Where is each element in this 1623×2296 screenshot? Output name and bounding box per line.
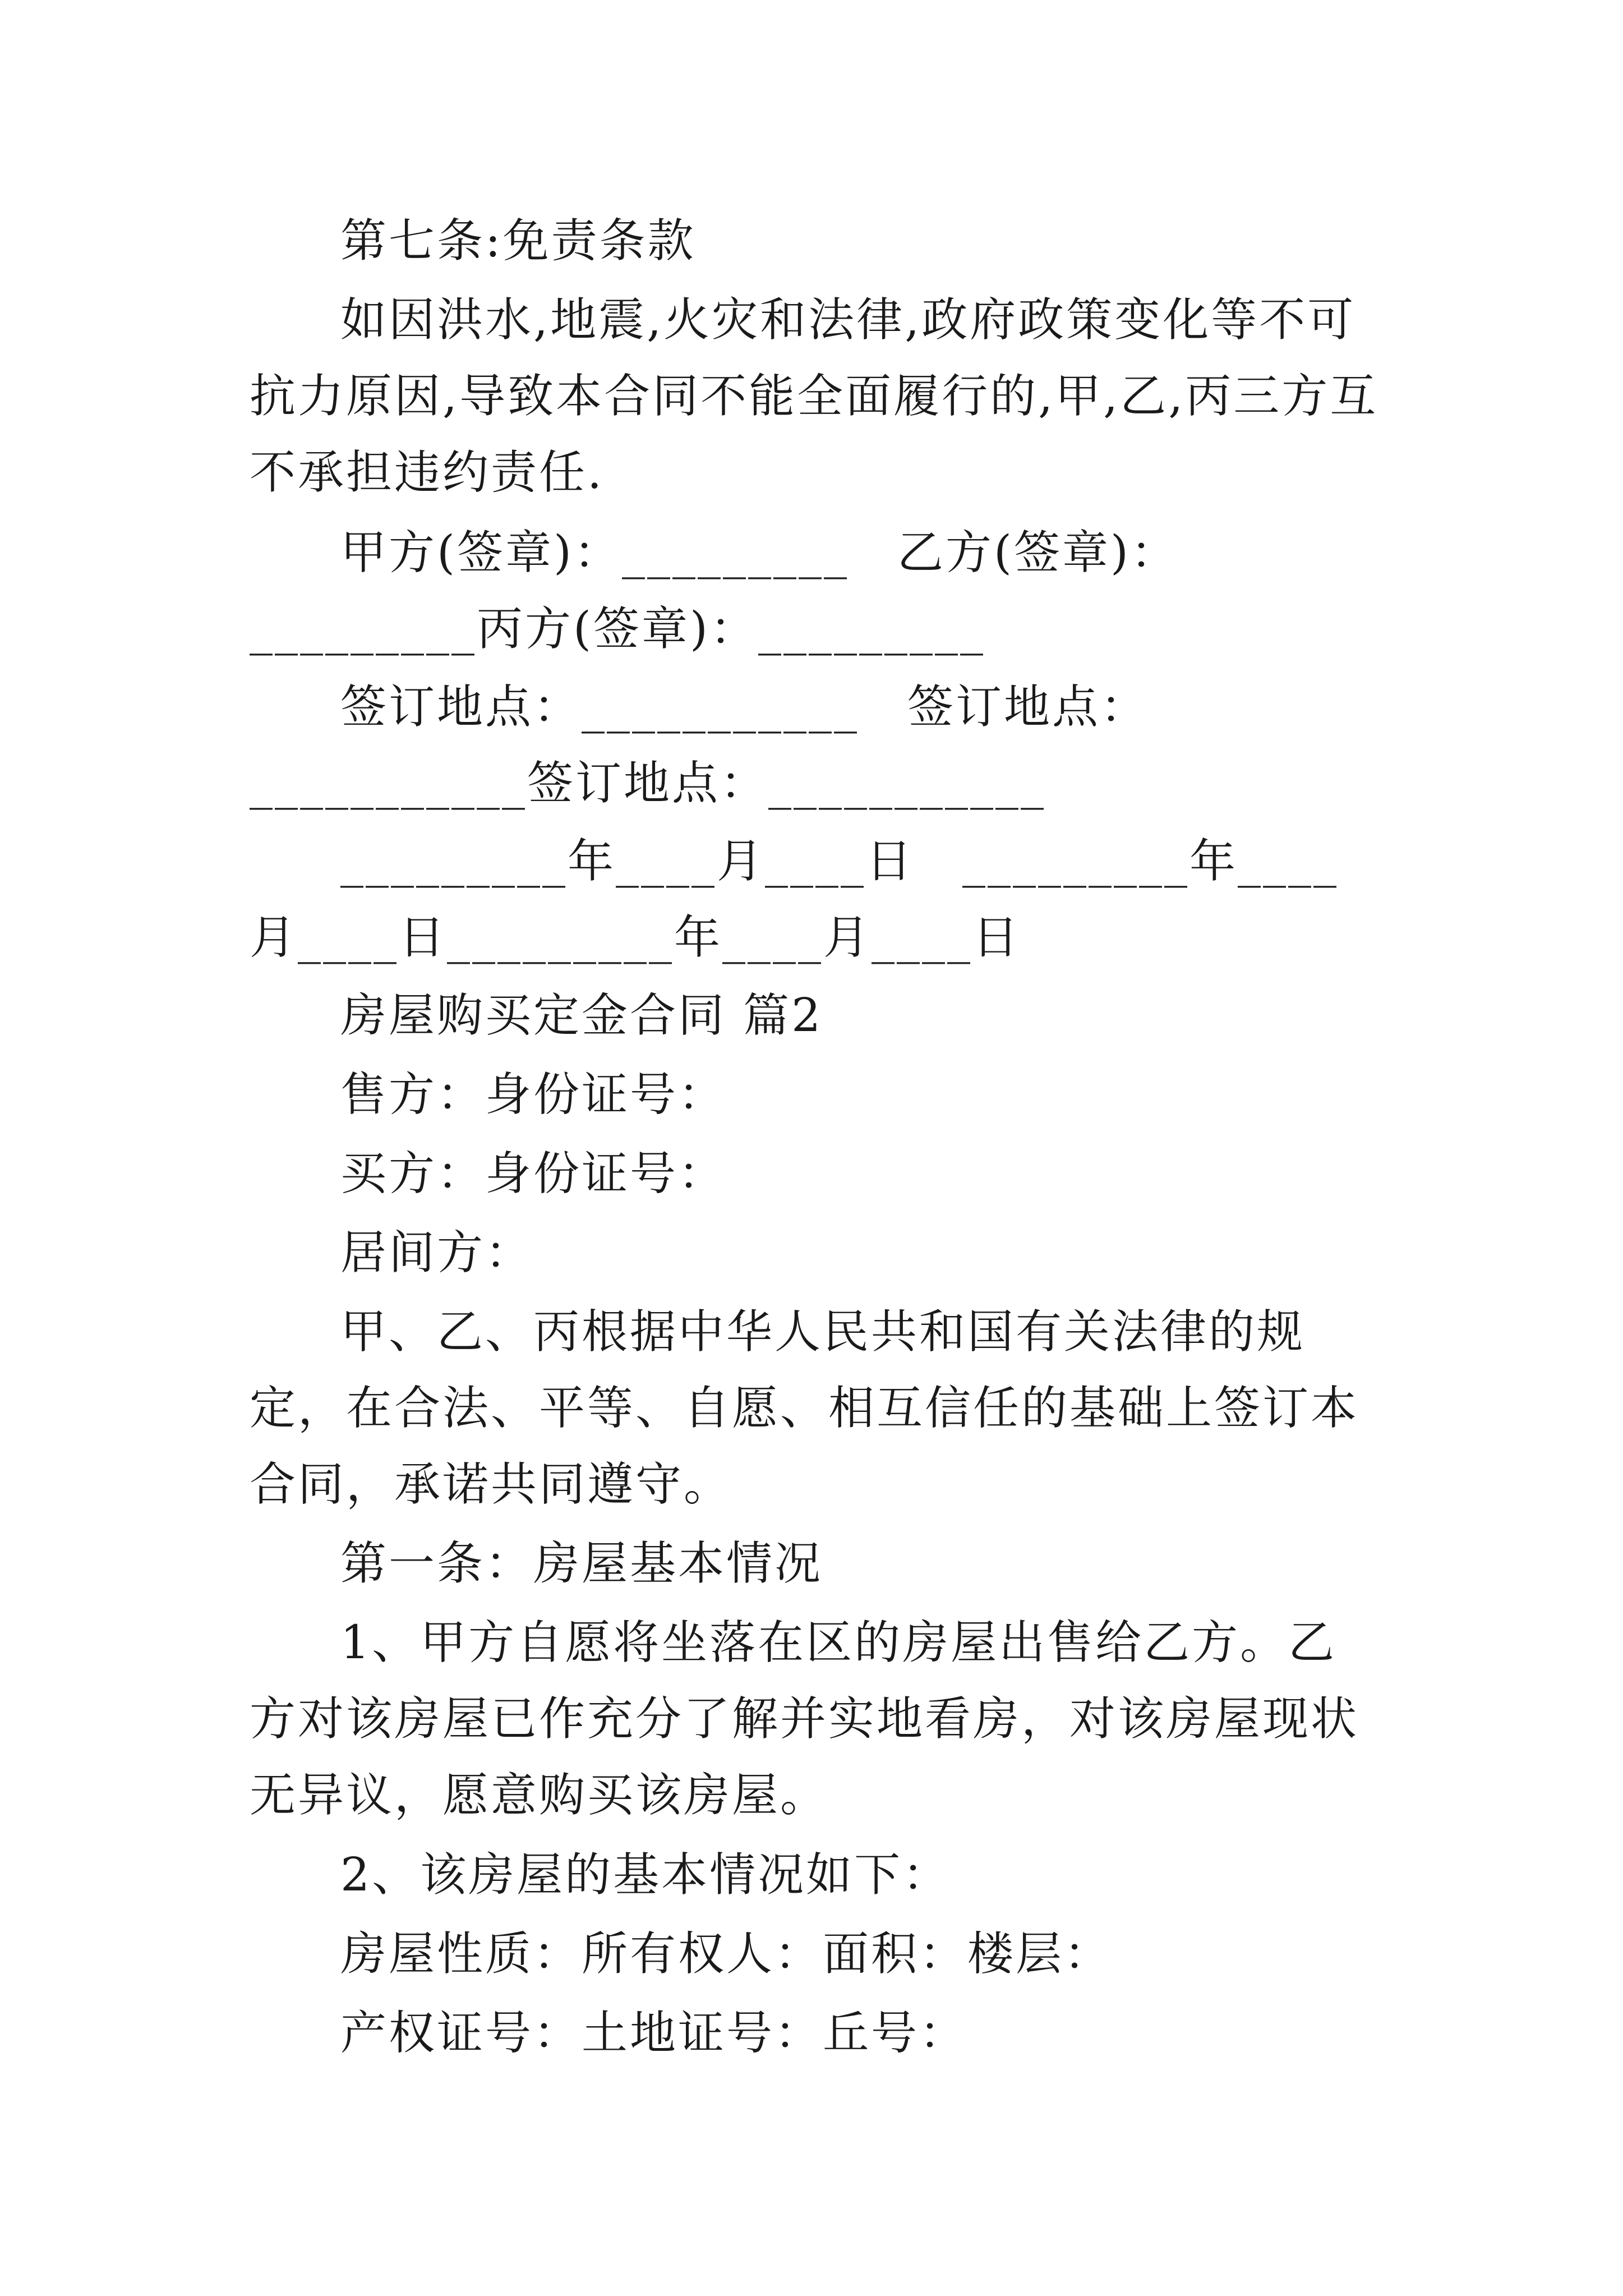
signing-date-line: _________年____月____日 _________年____月____日_________年____月____日 <box>250 835 1339 964</box>
clause7-body: 如因洪水,地震,火灾和法律,政府政策变化等不可抗力原因,导致本合同不能全面履行的,甲,乙,丙三方互不承担违约责任. <box>250 293 1378 499</box>
intermediary-line: 居间方： <box>340 1226 534 1280</box>
signing-place-line: 签订地点：___________ 签订地点：___________签订地点：___________ <box>250 680 1149 810</box>
item2-paragraph: 2、该房屋的基本情况如下： <box>340 1848 951 1902</box>
contract2-title: 房屋购买定金合同 篇2 <box>340 989 823 1042</box>
property-info-line: 房屋性质：所有权人：面积：楼层： <box>340 1927 1113 1981</box>
preamble-paragraph: 甲、乙、丙根据中华人民共和国有关法律的规定，在合法、平等、自愿、相互信任的基础上签订本合同，承诺共同遵守。 <box>250 1305 1359 1511</box>
buyer-line: 买方：身份证号： <box>340 1147 727 1200</box>
item1-paragraph: 1、甲方自愿将坐落在区的房屋出售给乙方。乙方对该房屋已作充分了解并实地看房，对该房屋现状无异议，愿意购买该房屋。 <box>250 1616 1359 1822</box>
clause7-title: 第七条:免责条款 <box>340 214 696 268</box>
certificate-info-line: 产权证号：土地证号：丘号： <box>340 2007 968 2060</box>
seller-line: 售方：身份证号： <box>340 1068 727 1121</box>
signature-line: 甲方(签章)：_________ 乙方(签章)：_________丙方(签章)：_________ <box>250 526 1179 656</box>
article1-title: 第一条：房屋基本情况 <box>340 1537 823 1590</box>
